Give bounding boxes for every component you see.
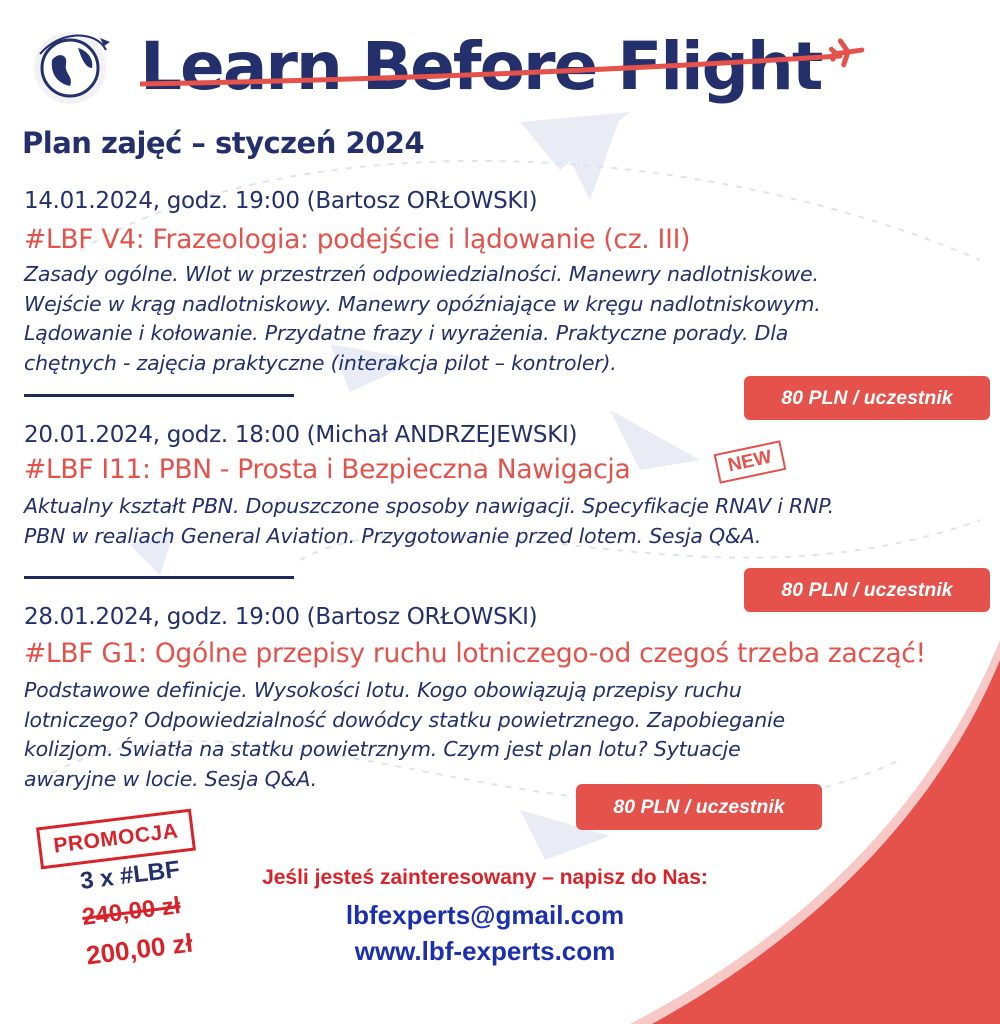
desc-line: Aktualny kształt PBN. Dopuszczone sposoby nawigacji. Specyfikacje RNAV i RNP. [24,494,834,518]
session-2-price: 80 PLN / uczestnik [744,568,990,612]
session-3-topic: #LBF G1: Ogólne przepisy ruchu lotniczego-od czegoś trzeba zacząć! [24,638,926,669]
session-2-topic: #LBF I11: PBN - Prosta i Bezpieczna Nawigacja [24,454,631,485]
flight-line [140,30,880,110]
desc-line: chętnych - zajęcia praktyczne (interakcja pilot – kontroler). [24,350,617,375]
promo-old-price: 240,00 zł [80,892,182,931]
session-1-date: 14.01.2024, godz. 19:00 (Bartosz ORŁOWSKI) [24,188,538,214]
session-3-date: 28.01.2024, godz. 19:00 (Bartosz ORŁOWSKI) [24,604,538,630]
desc-line: Zasady ogólne. Wlot w przestrzeń odpowiedzialności. Manewry nadlotniskowe. [24,262,819,286]
session-1-topic: #LBF V4: Frazeologia: podejście i lądowanie (cz. III) [24,224,691,255]
desc-line: Wejście w krąg nadlotniskowy. Manewry opóźniające w kręgu nadlotniskowym. [24,291,821,316]
session-1-description [24,260,994,378]
promo-stamp: PROMOCJA [36,809,196,870]
divider [24,576,294,579]
desc-line: kolizjom. Światła na statku powietrznym. Czym jest plan lotu? Sytuacje [24,737,741,761]
paper-plane-icon [520,112,630,200]
divider [24,394,294,397]
desc-line: awaryjne w locie. Sesja Q&A. [24,766,317,791]
plan-title: Plan zajęć – styczeń 2024 [22,126,425,160]
airplane-icon [830,38,863,66]
promo-bundle: 3 x #LBF [78,856,182,895]
desc-line: PBN w realiach General Aviation. Przygotowanie przed lotem. Sesja Q&A. [24,523,762,548]
new-badge: NEW [714,440,787,483]
desc-line: Podstawowe definicje. Wysokości lotu. Kogo obowiązują przepisy ruchu [24,678,742,702]
globe-plane-icon [30,24,114,108]
desc-line: Lądowanie i kołowanie. Przydatne frazy i wyrażenia. Praktyczne porady. Dla [24,321,789,345]
session-2-date: 20.01.2024, godz. 18:00 (Michał ANDRZEJEWSKI) [24,422,578,448]
session-3-description [24,676,994,794]
session-1-price: 80 PLN / uczestnik [744,376,990,420]
brand-title: Learn Before Flight [140,28,822,105]
contact-prompt: Jeśli jesteś zainteresowany – napisz do Nas: [262,866,708,889]
desc-line: lotniczego? Odpowiedzialność dowódcy statku powietrznego. Zapobieganie [24,707,785,732]
session-2-description [24,492,994,551]
contact-email[interactable]: lbfexperts@gmail.com [345,900,625,930]
session-3-price: 80 PLN / uczestnik [576,784,822,830]
contact-website[interactable]: www.lbf-experts.com [354,936,616,966]
promo-new-price: 200,00 zł [84,927,195,971]
